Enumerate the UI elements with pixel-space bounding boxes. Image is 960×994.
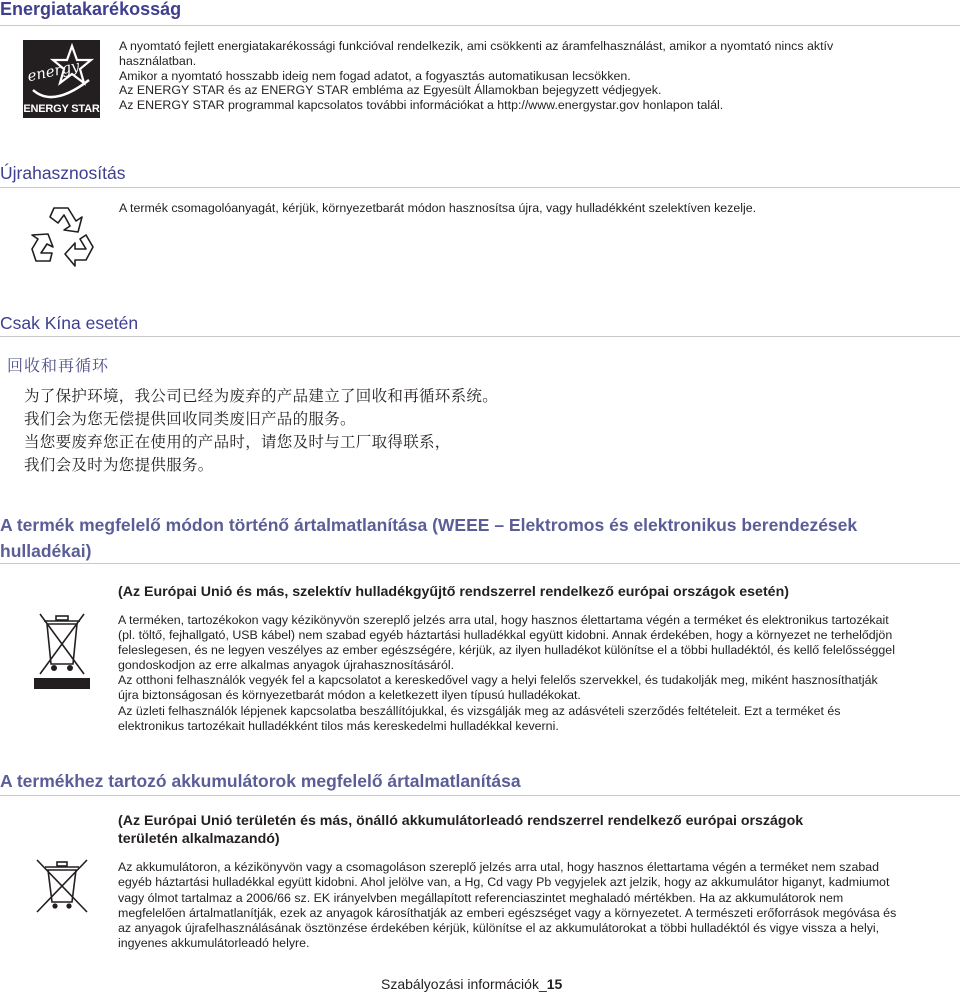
weee-logo (34, 608, 90, 690)
energy-line: Amikor a nyomtató hosszabb ideig nem fogad adatot, a fogyasztás automatikusan lecsökken. (119, 68, 631, 83)
energy-text (119, 39, 833, 113)
crossed-bin-icon (33, 858, 91, 914)
battery-heading: A termékhez tartozó akkumulátorok megfelelő ártalmatlanítása (0, 771, 521, 791)
weee-line: (pl. töltő, fejhallgató, USB kábel) nem szabad egyéb háztartási hulladékkal együtt kidobni. Annak érdekében, hogy a környezet ne terhelődjön (118, 628, 893, 643)
footer-text: Szabályozási információk_ (381, 976, 547, 992)
divider (0, 336, 960, 337)
china-line: 当您要废弃您正在使用的产品时，请您及时与工厂取得联系， (24, 433, 451, 451)
weee-line: feleslegesen, és ne legyen veszélyes az ember egészségére, kérjük, az ilyen hulladékot különítse el a többi hulladéktól, és kellő felelősséggel (118, 643, 895, 658)
energy-star-caption: ENERGY STAR (23, 103, 100, 115)
battery-line: Az akkumulátoron, a kézikönyvön vagy a csomagoláson szereplő jelzés arra utal, hogy hasznos élettartama végén a terméket nem szabad (118, 860, 880, 874)
recycling-text: A termék csomagolóanyagát, kérjük, környezetbarát módon hasznosítsa újra, vagy hulladékként szelektíven kezelje. (119, 201, 757, 215)
recycle-logo (30, 201, 96, 268)
weee-line: A terméken, tartozékokon vagy kézikönyvön szereplő jelzés arra utal, hogy hasznos élettartama végén a terméket és elektronikus tartozékait (118, 613, 889, 627)
battery-text (118, 860, 896, 952)
divider (0, 563, 960, 564)
page-footer (381, 976, 562, 993)
weee-line: újra biztonságosan és környezetbarát módon a keletkezett ilyen típusú hulladékokat. (118, 688, 581, 703)
divider (0, 25, 960, 26)
weee-line: Az üzleti felhasználók lépjenek kapcsolatba beszállítójukkal, és vizsgálják meg az adásvételi szerződés feltételeit. Ezt a terméket és (118, 703, 841, 718)
energy-heading: Energiatakarékosság (0, 0, 182, 19)
battery-logo (33, 858, 91, 914)
china-subtitle: 回收和再循环 (7, 356, 110, 375)
china-line: 为了保护环境，我公司已经为废弃的产品建立了回收和再循环系统。 (24, 387, 499, 405)
weee-line: Az otthoni felhasználók vegyék fel a kapcsolatot a kereskedővel vagy a helyi felelős szervekkel, és tudakolják meg, miként hasznosíthatják (118, 673, 878, 688)
recycling-heading: Újrahasznosítás (0, 163, 126, 183)
weee-heading-line: hulladékai) (0, 541, 92, 561)
china-line: 我们会为您无偿提供回收同类废旧产品的服务。 (24, 410, 356, 428)
battery-line: ingyenes akkumulátorleadó helyre. (118, 936, 310, 951)
battery-line: egyéb háztartási hulladékkal együtt kidobni. Ahol jelölve van, a Hg, Cd vagy Pb vegyjelek azt jelzik, hogy az akkumulátor higanyt, kadmiumot (118, 875, 890, 890)
battery-line: megfelelően ártalmatlanítják, ezek az anyagok károsíthatják az emberi egészséget vagy a környezetet. A természeti erőforrások megóvása és (118, 905, 897, 920)
battery-line: az anyagok újrafelhasználásának ösztönzése érdekében kérjük, különítse el az akkumulátorokat a többi hulladéktól és vigye vissza a helyi, (118, 921, 880, 936)
energy-line: Az ENERGY STAR programmal kapcsolatos további információkat a http://www.energystar.gov honlapon talál. (119, 98, 724, 113)
crossed-bin-icon (34, 608, 90, 690)
weee-line: elektronikus tartozékait hulladékként tilos más kereskedelmi hulladékkal keverni. (118, 718, 559, 733)
china-heading: Csak Kína esetén (0, 313, 139, 333)
china-text (24, 385, 498, 477)
energy-star-script: energy (25, 56, 81, 86)
energy-line: A nyomtató fejlett energiatakarékossági funkcióval rendelkezik, ami csökkenti az áramfelhasználást, amikor a nyomtató nincs aktív (119, 39, 834, 53)
energy-line: Az ENERGY STAR és az ENERGY STAR embléma az Egyesült Államokban bejegyzett védjegyek. (119, 83, 662, 98)
weee-subheading: (Az Európai Unió és más, szelektív hulladékgyűjtő rendszerrel rendelkező európai országok esetén) (118, 584, 789, 600)
battery-line: vagy ólmot tartalmaz a 2006/66 sz. EK irányelvben megállapított referenciaszintet meghaladó mértékben. Ha az akkumulátorok nem (118, 890, 844, 905)
weee-heading-line: A termék megfelelő módon történő ártalmatlanítása (WEEE – Elektromos és elektronikus berendezések (0, 515, 858, 535)
weee-text (118, 613, 895, 734)
page-number: 15 (546, 976, 563, 992)
divider (0, 795, 960, 796)
china-line: 我们会及时为您提供服务。 (24, 456, 214, 474)
battery-subheading-line: (Az Európai Unió területén és más, önálló akkumulátorleadó rendszerrel rendelkező európai országok (118, 813, 804, 829)
weee-heading (0, 512, 857, 564)
energy-line: használatban. (119, 53, 197, 68)
energy-star-logo (23, 40, 100, 118)
recycle-icon (30, 201, 96, 268)
battery-subheading-line: területén alkalmazandó) (118, 831, 280, 847)
divider (0, 187, 960, 188)
weee-line: gondoskodjon az erre alkalmas anyagok újrahasznosításáról. (118, 658, 455, 673)
battery-subheading (118, 812, 803, 848)
